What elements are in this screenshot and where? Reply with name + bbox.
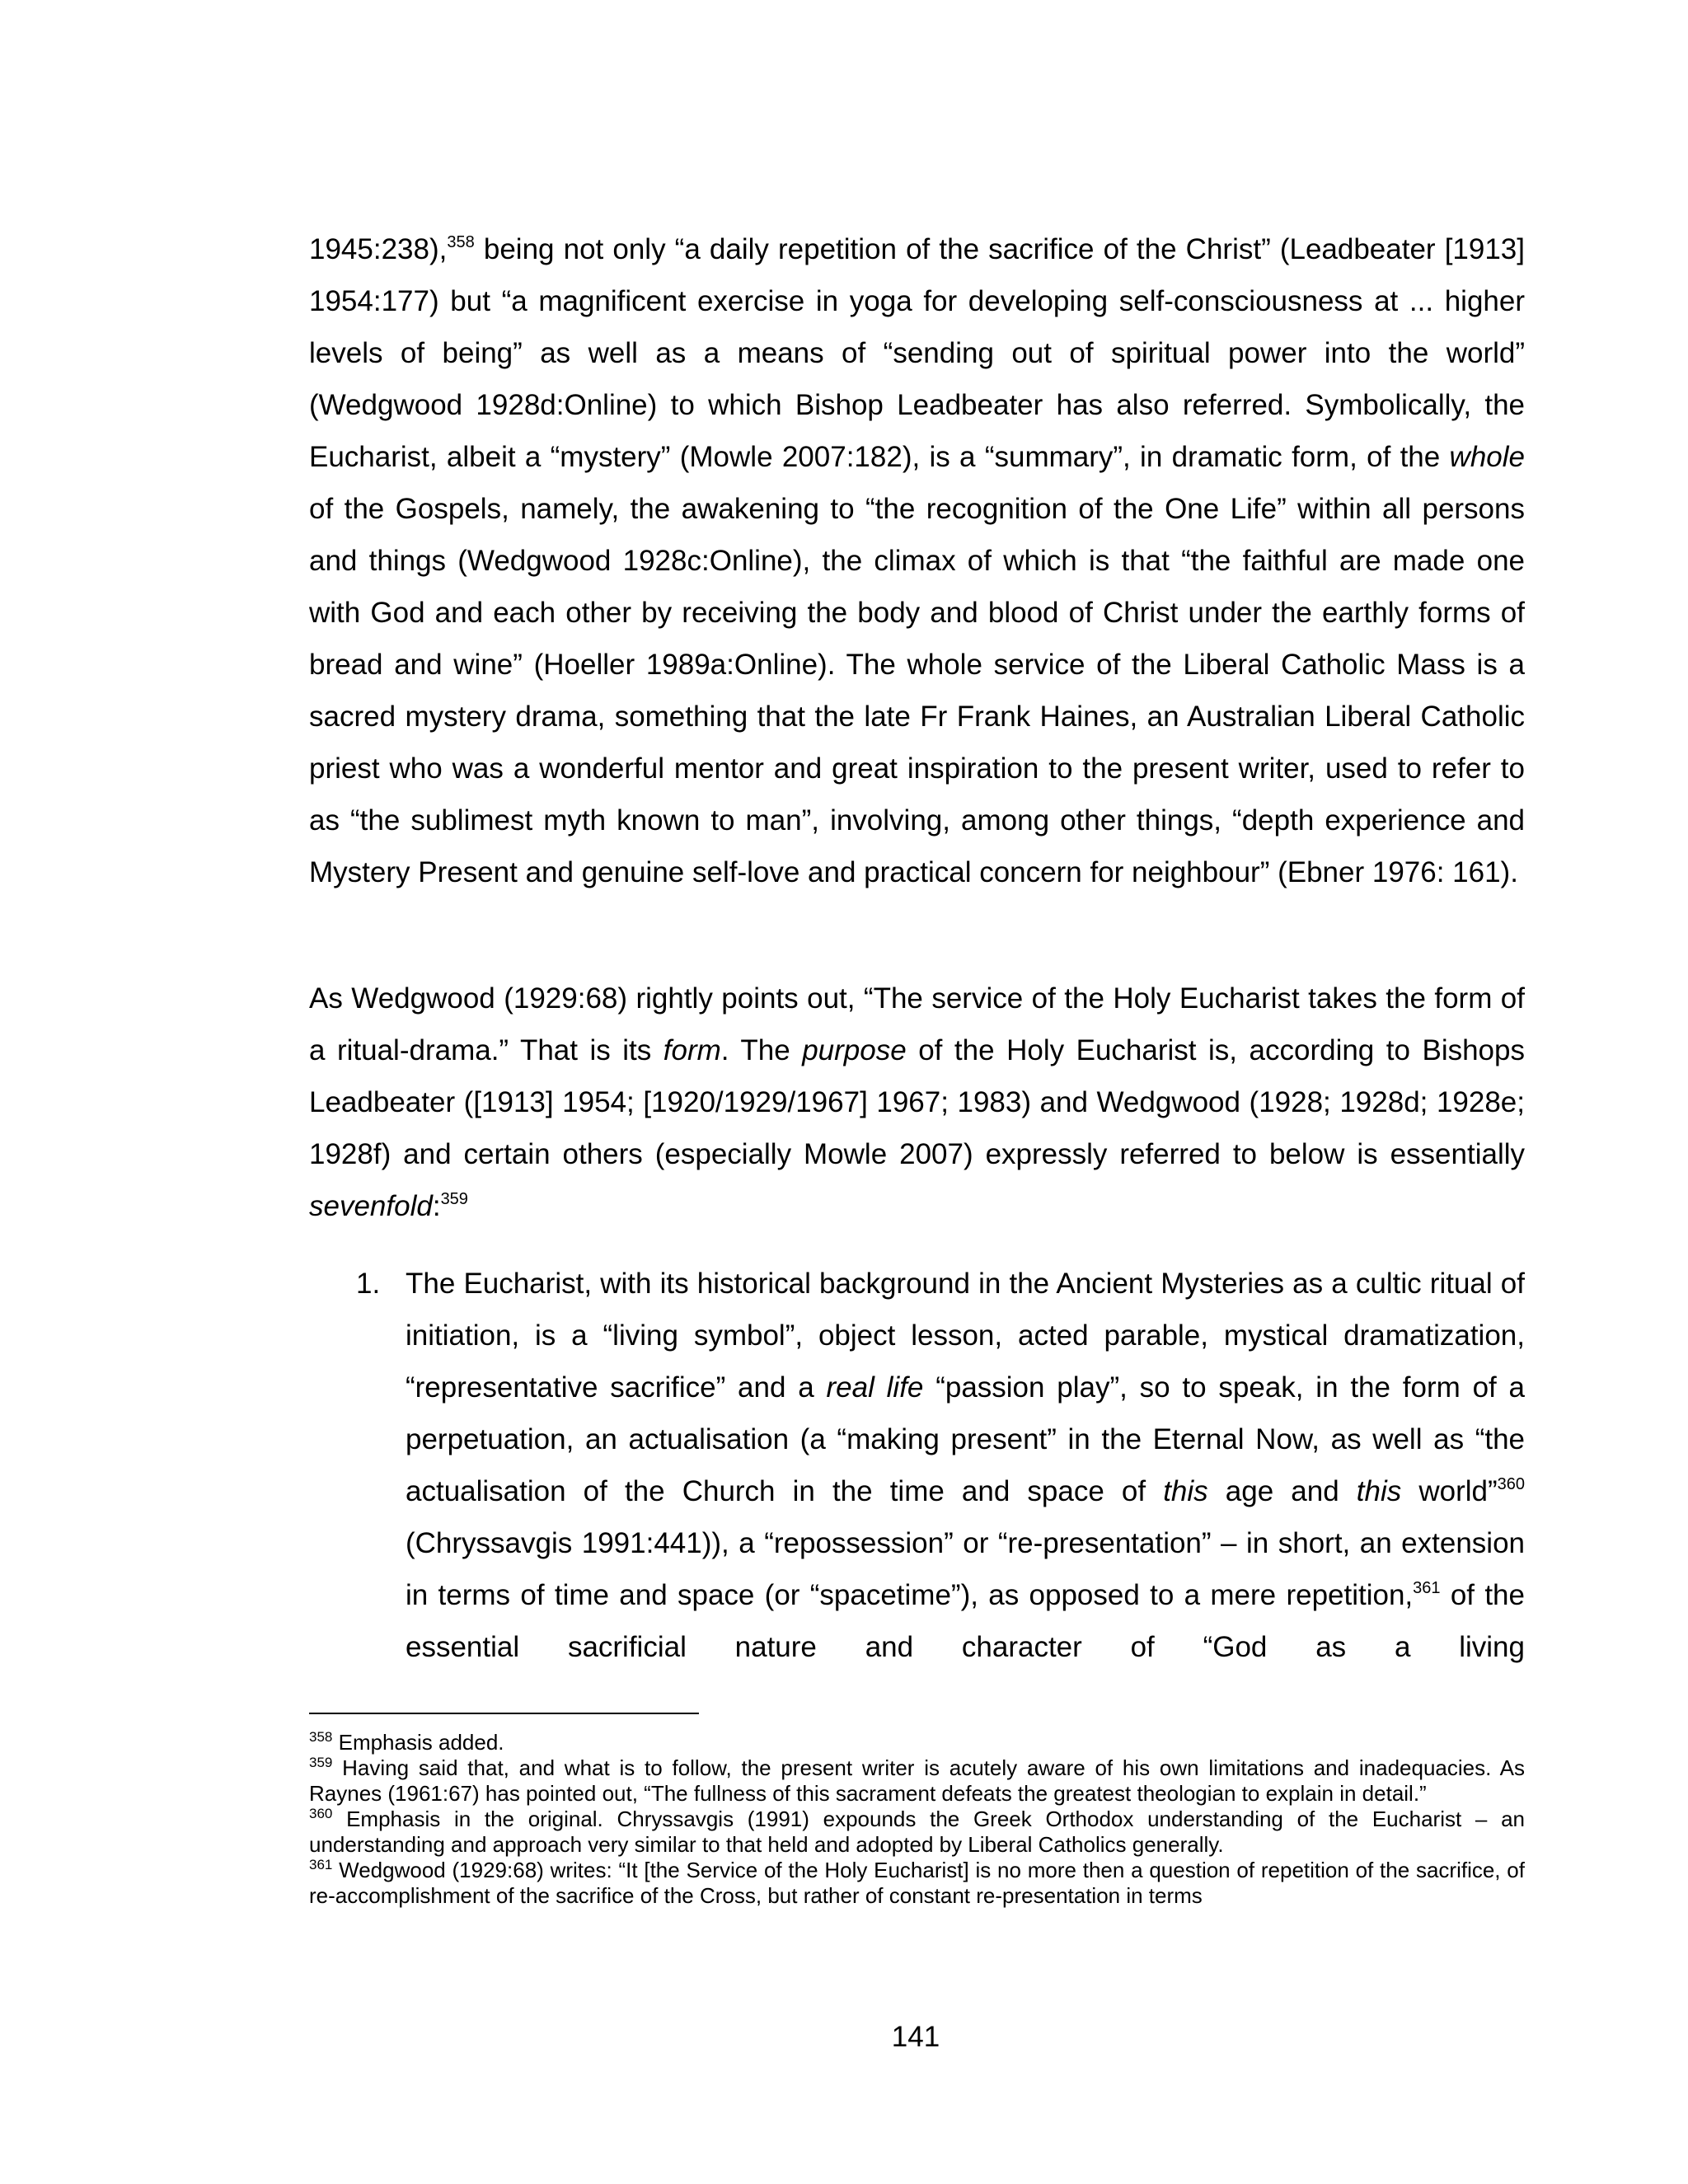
- body-paragraph-1: 1945:238),$^{358}$ being not only “a daily repetition of the sacrifice of the Christ” (Leadbeater [1913] 1954:177) but “a magnificent exercise in yoga for developing self-consciousness at ... higher levels of being” as well as a means of “sending out of spiritual power into the world” (Wedgwood 1928d:Online) to which Bishop Leadbeater has also referred. Symbolically, the Eucharist, albeit a “mystery” (Mowle 2007:182), is a “summary”, in dramatic form, of the whole of the Gospels, namely, the awakening to “the recognition of the One Life” within all persons and things (Wedgwood 1928c:Online), the climax of which is that “the faithful are made one with God and each other by receiving the body and blood of Christ under the earthly forms of bread and wine” (Hoeller 1989a:Online). The whole service of the Liberal Catholic Mass is a sacred mystery drama, something that the late Fr Frank Haines, an Australian Liberal Catholic priest who was a wonderful mentor and great inspiration to the present writer, used to refer to as “the sublimest myth known to man”, involving, among other things, “depth experience and Mystery Present and genuine self-love and practical concern for neighbour” (Ebner 1976: 161).: [309, 233, 1525, 888]
- page-number: 141: [891, 2021, 940, 2053]
- footnote-ref-358[interactable]: 358: [447, 233, 475, 251]
- footnote-359: $^{359}$ Having said that, and what is to follow, the present writer is acutely aware of his own limitations and inadequacies. As Raynes (1961:67) has pointed out, “The fullness of this sacrament defeats the greatest theologian to explain in detail.”: [309, 1755, 1525, 1806]
- list-item-1: 1. The Eucharist, with its historical background in the Ancient Mysteries as a cultic ritual of initiation, is a “living symbol”, object lesson, acted parable, mystical dramatization, “representative sacrifice” and a real life “passion play”, so to speak, in the form of a perpetuation, an actualisation (a “making present” in the Eternal Now, as well as “the actualisation of the Church in the time and space of this age and this world”$^{360}$ (Chryssavgis 1991:441)), a “repossession” or “re-presentation” – in short, an extension in terms of time and space (or “spacetime”), as opposed to a mere repetition,$^{361}$ of the essential sacrificial nature and character of “God as a living: [309, 1258, 1525, 1673]
- body-paragraph-2: As Wedgwood (1929:68) rightly points out, “The service of the Holy Eucharist takes the form of a ritual-drama.” That is its form. The purpose of the Holy Eucharist is, according to Bishops Leadbeater ([1913] 1954; [1920/1929/1967] 1967; 1983) and Wedgwood (1928; 1928d; 1928e; 1928f) and certain others (especially Mowle 2007) expressly referred to below is essentially sevenfold:$^{359}$: [309, 982, 1525, 1222]
- footnote-ref-359[interactable]: 359: [440, 1190, 468, 1208]
- footnote-separator: [309, 1713, 699, 1714]
- footnote-361: $^{361}$ Wedgwood (1929:68) writes: “It [the Service of the Holy Eucharist] is no more then a question of repetition of the sacrifice, of re-accomplishment of the sacrifice of the Cross, but rather of constant re-presentation in terms: [309, 1857, 1525, 1908]
- footnote-ref-361[interactable]: 361: [1413, 1579, 1441, 1597]
- footnote-358: $^{358}$ Emphasis added.: [309, 1729, 504, 1755]
- footnote-360: $^{360}$ Emphasis in the original. Chryssavgis (1991) expounds the Greek Orthodox understanding of the Eucharist – an understanding and approach very similar to that held and adopted by Liberal Catholics generally.: [309, 1806, 1525, 1857]
- list-item-number: 1.: [356, 1268, 381, 1300]
- footnote-ref-360[interactable]: 360: [1497, 1475, 1525, 1493]
- footnotes: [309, 1730, 1525, 1909]
- numbered-list: [309, 1258, 1525, 1673]
